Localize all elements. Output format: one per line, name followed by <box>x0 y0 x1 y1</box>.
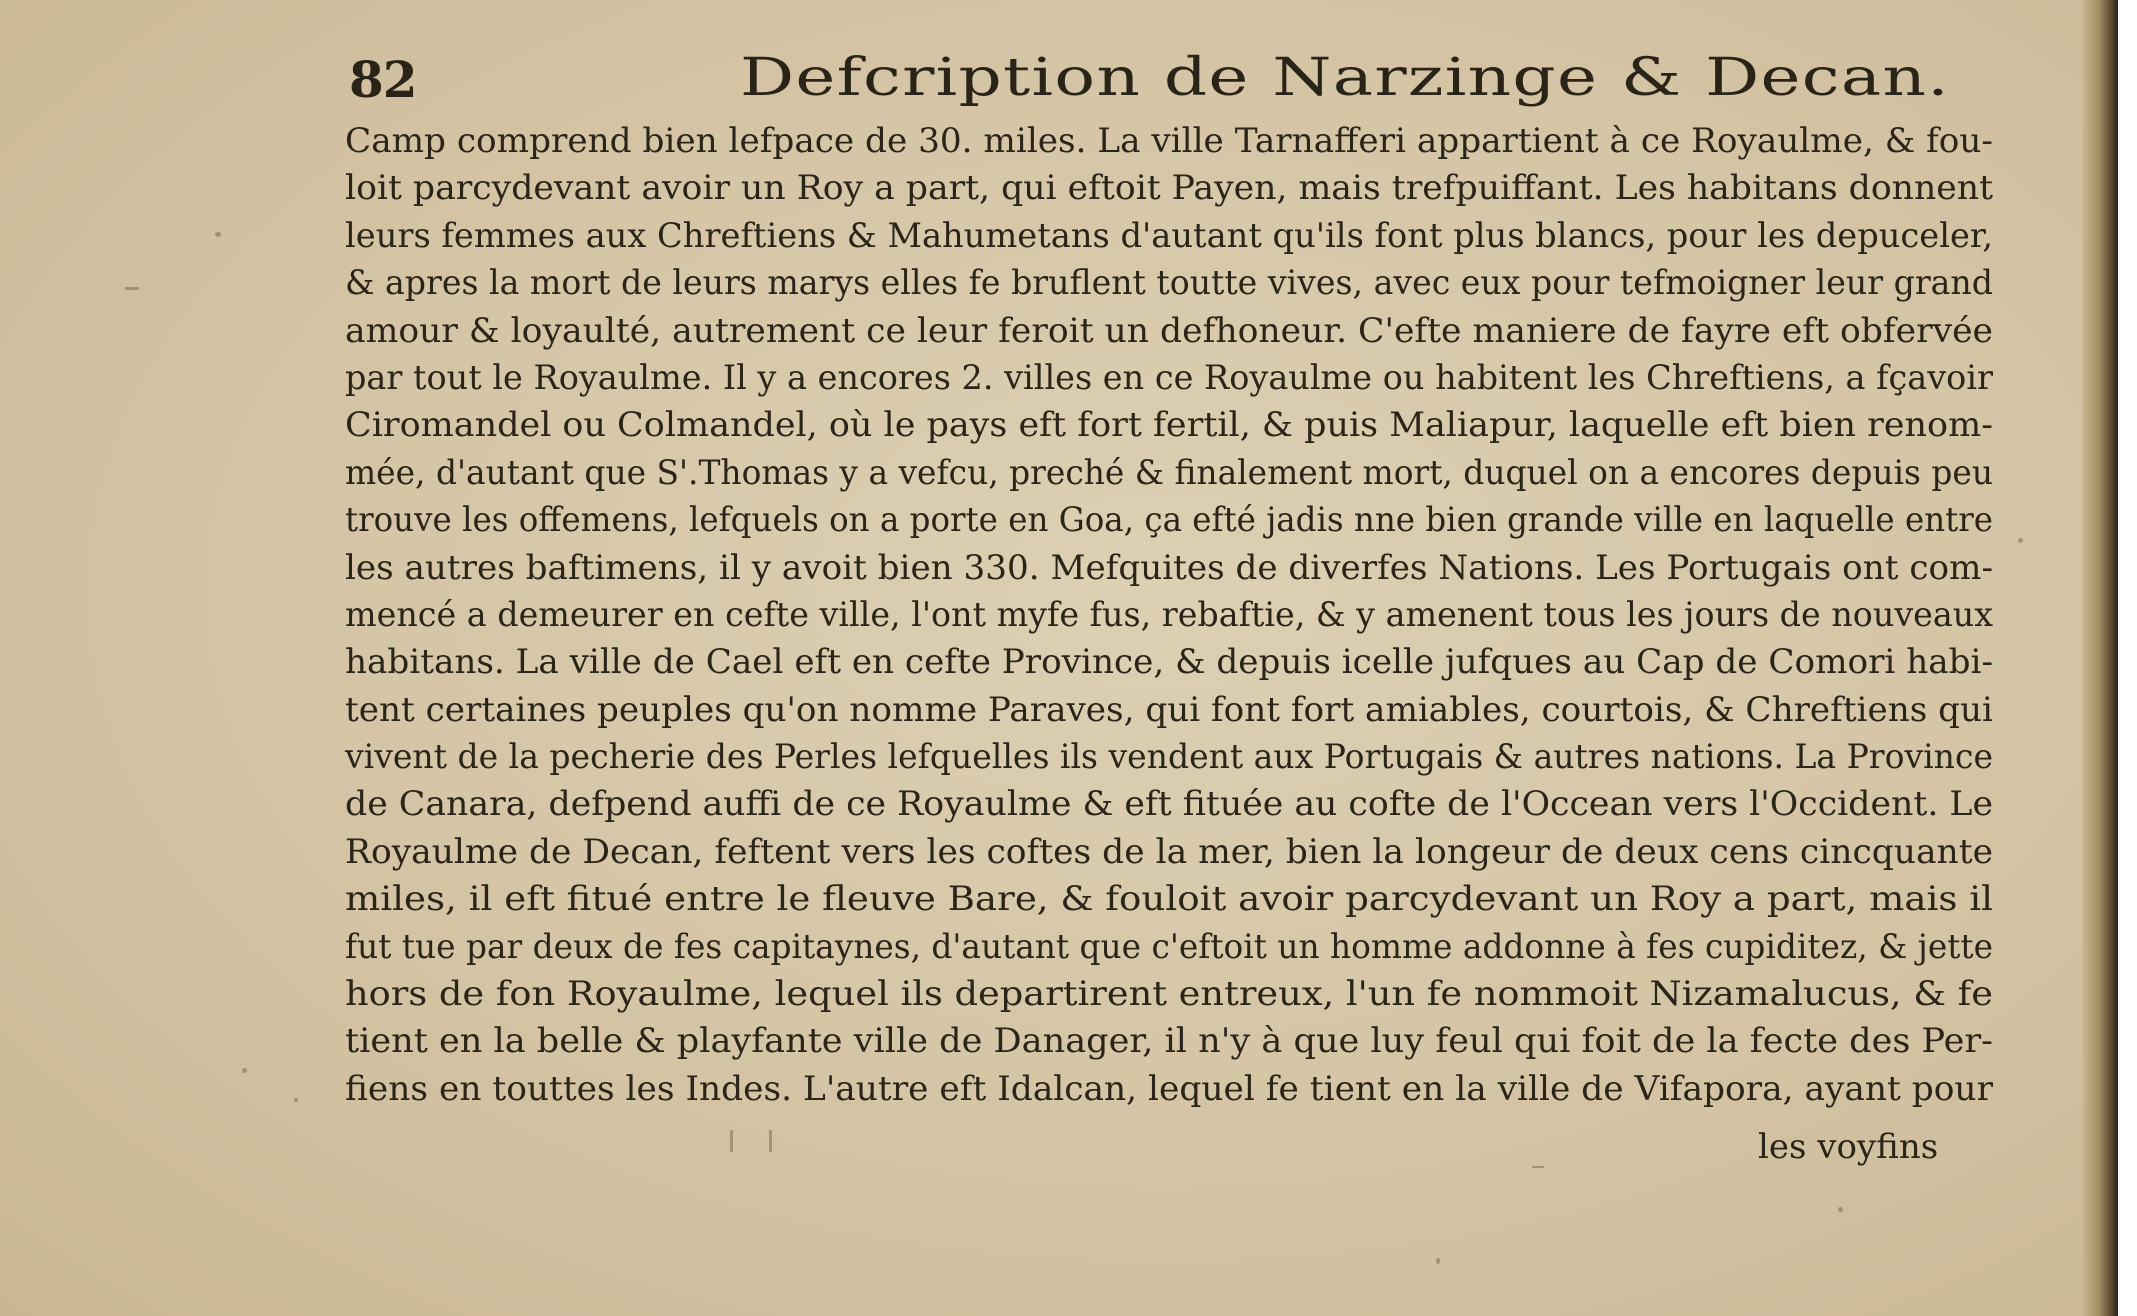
text-line: Royaulme de Decan, feftent vers les coftes de la mer, bien la longeur de deux cens cincquante <box>345 831 1993 872</box>
text-line: habitans. La ville de Cael eft en cefte Province, & depuis icelle jufques au Cap de Comori habi- <box>345 642 1993 683</box>
text-line: Camp comprend bien lefpace de 30. miles. La ville Tarnafferi appartient à ce Royaulme, & fou- <box>345 121 1993 161</box>
text-line: tient en la belle & playfante ville de Danager, il n'y à que luy feul qui foit de la fecte des Per- <box>345 1021 1993 1062</box>
text-line: par tout le Royaulme. Il y a encores 2. villes en ce Royaulme ou habitent les Chreftiens, a fçavoir <box>345 357 1993 398</box>
paper-speck <box>1838 1207 1843 1212</box>
book-spine-edge <box>2082 0 2118 1316</box>
page-number: 82 <box>349 50 417 109</box>
show-through-mark <box>730 1130 772 1152</box>
text-line: leurs femmes aux Chreftiens & Mahumetans d'autant qu'ils font plus blancs, pour les depuceler, <box>345 215 1993 256</box>
text-line: de Canara, defpend auffi de ce Royaulme & eft fituée au cofte de l'Occean vers l'Occident. Le <box>345 784 1993 825</box>
text-line: amour & loyaulté, autrement ce leur feroit un defhoneur. C'efte maniere de fayre eft obfervée <box>345 310 1993 351</box>
catchword: les voyfins <box>1758 1127 1939 1167</box>
text-line: trouve les offemens, lefquels on a porte en Goa, ça efté jadis nne bien grande ville en laquelle entre <box>345 500 1993 541</box>
paper-speck <box>2018 538 2023 543</box>
text-line: Ciromandel ou Colmandel, où le pays eft fort fertil, & puis Maliapur, laquelle eft bien renom- <box>345 405 1993 446</box>
paper-speck <box>125 287 139 290</box>
text-line: mée, d'autant que S'.Thomas y a vefcu, preché & finalement mort, duquel on a encores depuis peu <box>345 452 1993 493</box>
body-text <box>345 118 1993 1113</box>
text-line: miles, il eft fitué entre le fleuve Bare, & fouloit avoir parcydevant un Roy a part, mais il <box>345 879 1993 920</box>
text-line: fut tue par deux de fes capitaynes, d'autant que c'eftoit un homme addonne à fes cupiditez, & jette <box>345 926 1993 967</box>
text-line: fiens en touttes les Indes. L'autre eft Idalcan, lequel fe tient en la ville de Vifapora, ayant pour <box>345 1068 1993 1109</box>
text-line: vivent de la pecherie des Perles lefquelles ils vendent aux Portugais & autres nations. La Province <box>345 737 1993 778</box>
paper-speck <box>215 232 221 237</box>
paper-speck <box>1436 1258 1440 1264</box>
text-line: & apres la mort de leurs marys elles fe bruflent toutte vives, avec eux pour tefmoigner leur grand <box>345 263 1993 304</box>
paper-speck <box>242 1068 247 1073</box>
running-head: Defcription de Narzinge & Decan. <box>740 48 1950 108</box>
text-line: hors de fon Royaulme, lequel ils departirent entreux, l'un fe nommoit Nizamalucus, & fe <box>345 974 1994 1015</box>
paper-speck <box>294 1098 298 1102</box>
text-line: tent certaines peuples qu'on nomme Paraves, qui font fort amiables, courtois, & Chreftiens qui <box>345 689 1993 730</box>
text-line: loit parcydevant avoir un Roy a part, qui eftoit Payen, mais trefpuiffant. Les habitans donnent <box>345 168 1994 209</box>
text-line: les autres baftimens, il y avoit bien 330. Mefquites de diverfes Nations. Les Portugais ont com- <box>345 547 1994 588</box>
paper-speck <box>1532 1166 1544 1168</box>
page-header <box>345 48 2005 114</box>
text-line: mencé a demeurer en cefte ville, l'ont myfe fus, rebaftie, & y amenent tous les jours de nouveaux <box>345 594 1993 635</box>
